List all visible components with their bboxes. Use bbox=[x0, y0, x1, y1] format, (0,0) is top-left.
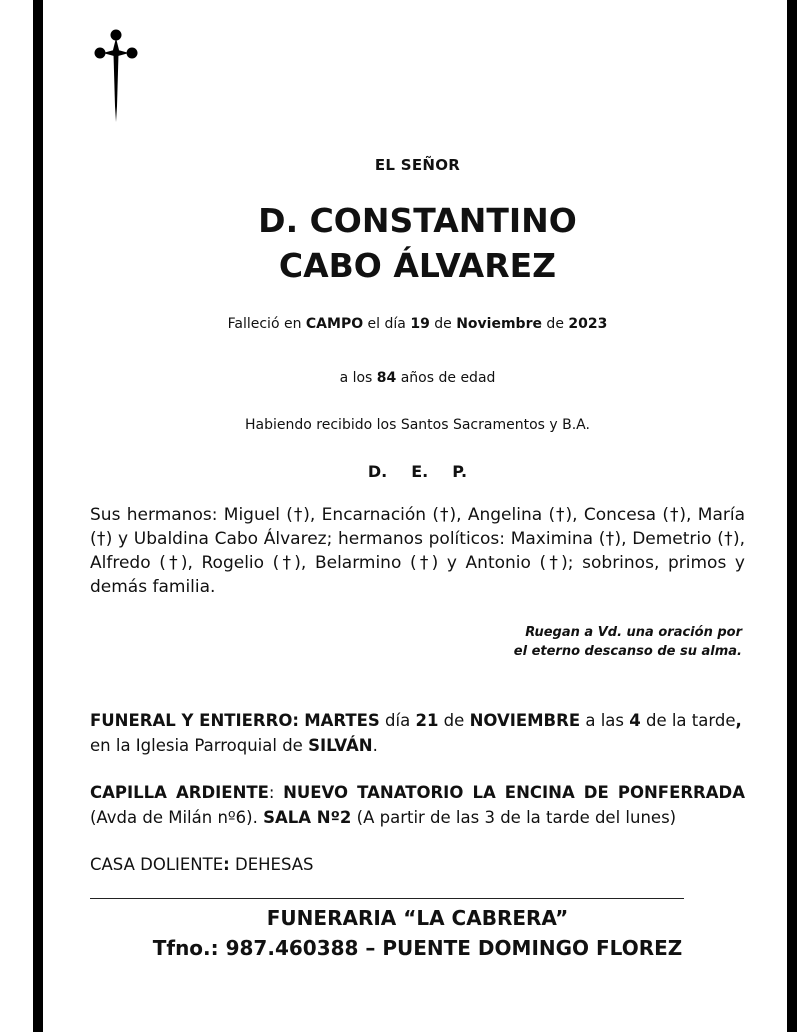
family-paragraph: Sus hermanos: Miguel (†), Encarnación (†), Angelina (†), Concesa (†), María (†) y Ubaldina Cabo Álvarez; hermanos políticos: Maximina (†), Demetrio (†), Alfredo (†), Rogelio (†), Belarmino (†) y Antonio (†); sobrinos, primos y demás familia. bbox=[90, 505, 745, 597]
death-info bbox=[90, 316, 745, 332]
age-info bbox=[90, 370, 745, 386]
dep-abbreviation bbox=[90, 462, 745, 481]
sacraments-line: Habiendo recibido los Santos Sacramentos y B.A. bbox=[245, 417, 590, 433]
capilla-place: NUEVO TANATORIO LA ENCINA DE PONFERRADA bbox=[283, 783, 745, 802]
capilla-info bbox=[90, 780, 745, 830]
funeral-home-phone: Tfno.: 987.460388 – PUENTE DOMINGO FLOREZ bbox=[152, 936, 683, 960]
divider bbox=[90, 898, 684, 899]
text: día bbox=[379, 711, 416, 730]
deceased-name bbox=[90, 198, 745, 288]
casa-value: DEHESAS bbox=[229, 855, 314, 874]
cross-icon bbox=[94, 28, 138, 124]
text: años de edad bbox=[396, 370, 496, 386]
death-month: Noviembre bbox=[456, 316, 542, 332]
capilla-label: CAPILLA ARDIENTE bbox=[90, 783, 269, 802]
text: Falleció en bbox=[227, 316, 306, 332]
text: . bbox=[372, 736, 378, 755]
prayer-request bbox=[420, 623, 742, 661]
funeral-month: NOVIEMBRE bbox=[469, 711, 581, 730]
text: a las bbox=[580, 711, 630, 730]
text: de bbox=[541, 316, 569, 332]
text bbox=[274, 783, 283, 802]
capilla-address: (Avda de Milán nº6). bbox=[90, 808, 264, 827]
death-place: CAMPO bbox=[305, 316, 364, 332]
funeral-day: 21 bbox=[415, 711, 439, 730]
funeral-church: SILVÁN bbox=[308, 736, 373, 755]
capilla-note: (A partir de las 3 de la tarde del lunes) bbox=[351, 808, 677, 827]
funeral-hour: 4 bbox=[629, 711, 641, 730]
right-border bbox=[787, 0, 797, 1032]
text: : bbox=[268, 783, 275, 802]
death-year: 2023 bbox=[568, 316, 608, 332]
funeral-info bbox=[90, 708, 745, 758]
text: de bbox=[429, 316, 457, 332]
text: de bbox=[438, 711, 470, 730]
left-border bbox=[33, 0, 43, 1032]
text: de la tarde bbox=[640, 711, 736, 730]
casa-doliente bbox=[90, 852, 745, 877]
dep-letter: P. bbox=[452, 462, 468, 481]
capilla-room: SALA Nº2 bbox=[263, 808, 352, 827]
casa-label: CASA DOLIENTE bbox=[90, 855, 224, 874]
age-years: 84 bbox=[376, 370, 397, 386]
prayer-line-1: Ruegan a Vd. una oración por bbox=[525, 625, 742, 640]
dep-letter: E. bbox=[411, 462, 429, 481]
honorific: EL SEÑOR bbox=[374, 156, 461, 174]
funeral-label: FUNERAL Y ENTIERRO: bbox=[90, 711, 299, 730]
text: , bbox=[735, 711, 742, 730]
death-day: 19 bbox=[410, 316, 430, 332]
text: en la Iglesia Parroquial de bbox=[90, 736, 309, 755]
text: : bbox=[223, 855, 230, 874]
text: el día bbox=[363, 316, 411, 332]
dep-letter: D. bbox=[367, 462, 388, 481]
prayer-line-2: el eterno descanso de su alma. bbox=[513, 644, 742, 659]
name-line-2: CABO ÁLVAREZ bbox=[278, 246, 557, 285]
funeral-home-name: FUNERARIA “LA CABRERA” bbox=[266, 906, 569, 930]
text: a los bbox=[339, 370, 377, 386]
name-line-1: D. CONSTANTINO bbox=[258, 201, 577, 240]
funeral-weekday: MARTES bbox=[304, 711, 380, 730]
